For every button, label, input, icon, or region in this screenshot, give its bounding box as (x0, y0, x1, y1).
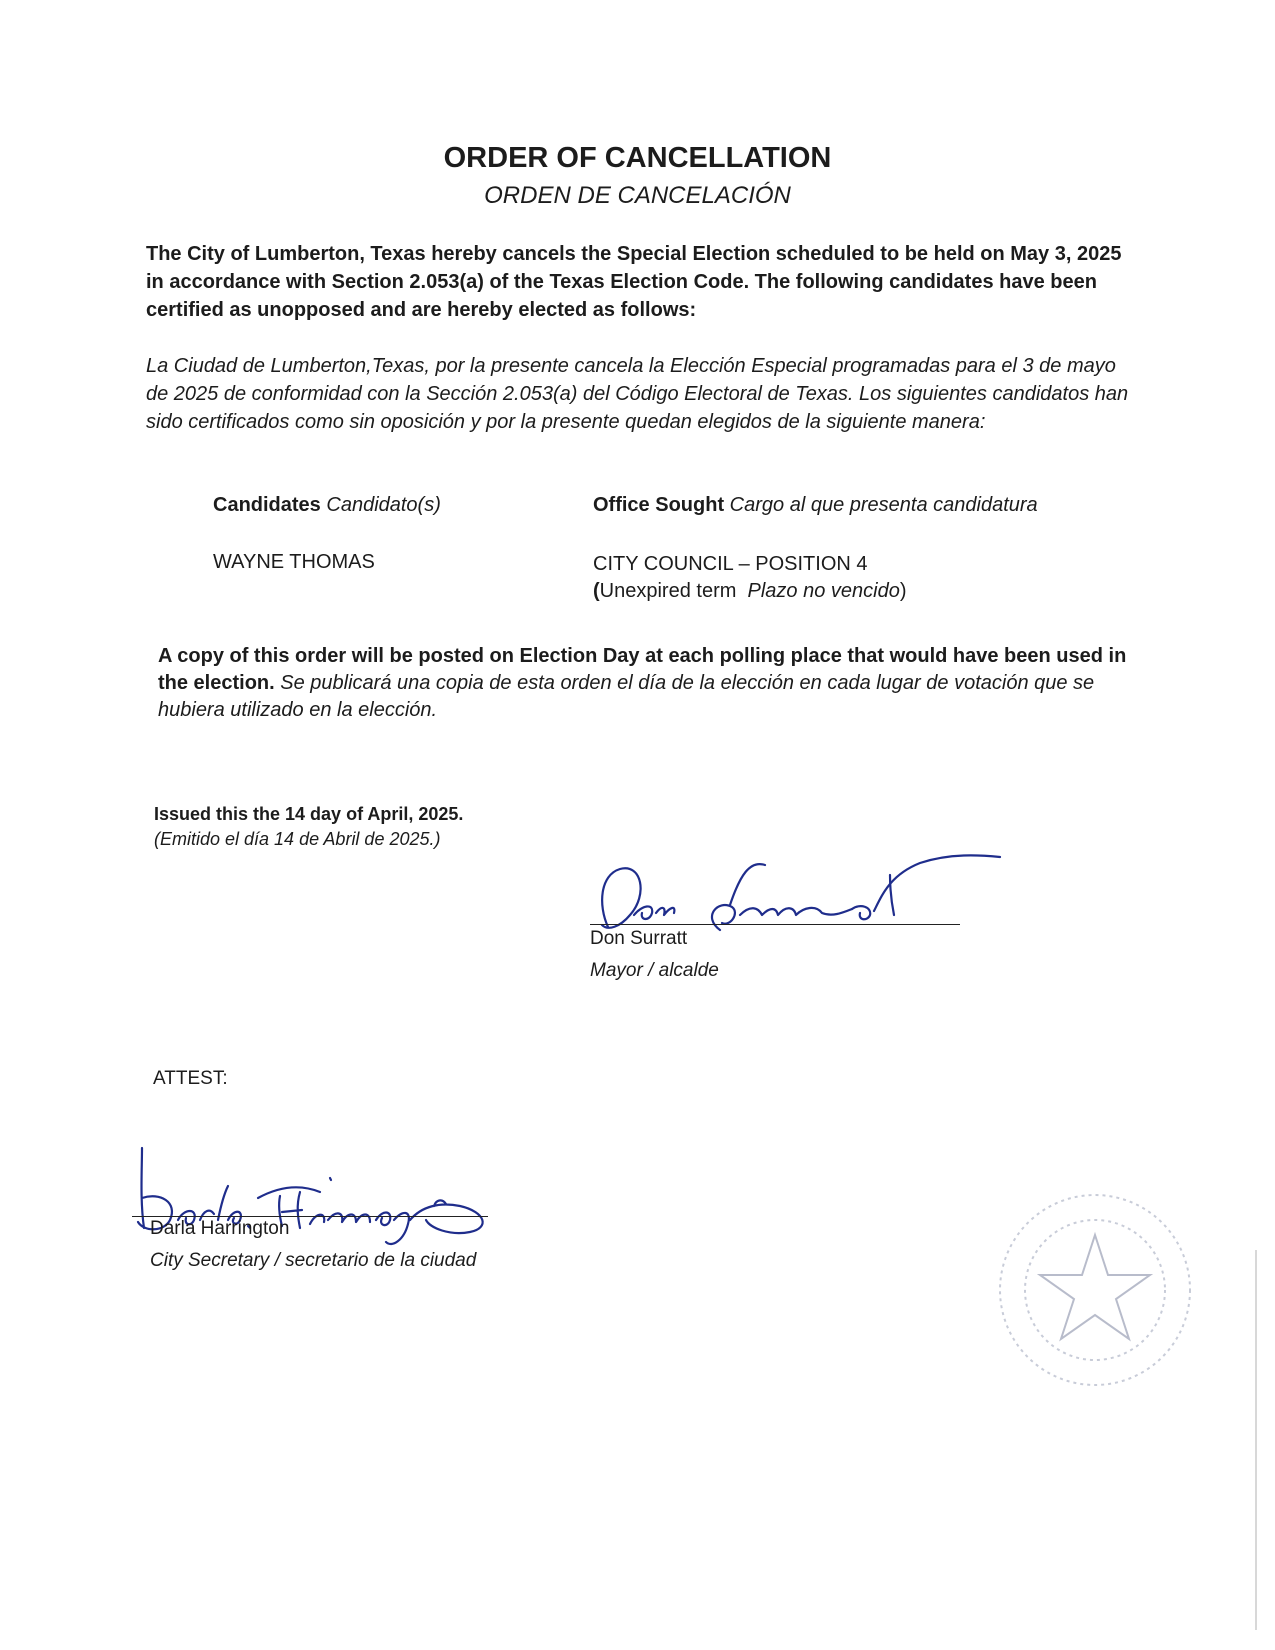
secretary-title: City Secretary / secretario de la ciudad (150, 1250, 477, 1271)
term-open-paren: ( (593, 580, 600, 602)
intro-english: The City of Lumberton, Texas hereby cancels the Special Election scheduled to be held on May 3, 2025 in accordance with Section 2.053(a) of the Texas Election Code. The following candidates have been certified as unopposed and are hereby elected as follows: (146, 243, 1122, 321)
term-label: Unexpired term (599, 580, 737, 602)
office-header (593, 494, 1038, 517)
mayor-signature-line (590, 924, 960, 925)
candidates-header-label-es: Candidato(s) (326, 494, 441, 516)
office-header-label-es: Cargo al que presenta candidatura (729, 494, 1038, 516)
secretary-name: Darla Harrington (150, 1218, 290, 1239)
office-name: CITY COUNCIL – POSITION 4 (593, 553, 868, 575)
page-edge-shadow (1255, 1250, 1257, 1630)
posting-notice (158, 643, 1138, 724)
term-close-paren: ) (899, 580, 907, 602)
document-title: ORDER OF CANCELLATION (443, 142, 832, 174)
candidates-header-label: Candidates (213, 494, 321, 516)
secretary-signature-line (132, 1216, 488, 1217)
issued-date-english: Issued this the 14 day of April, 2025. (154, 804, 464, 824)
city-seal-icon (990, 1185, 1200, 1395)
term-label-es: Plazo no vencido (747, 580, 900, 602)
office-term (593, 578, 907, 605)
attest-label: ATTEST: (153, 1068, 228, 1089)
posting-notice-spanish: Se publicará una copia de esta orden el día de la elección en cada lugar de votación que se hubiera utilizado en la elección. (158, 672, 1095, 721)
document-subtitle: ORDEN DE CANCELACIÓN (484, 182, 791, 209)
office-cell (593, 551, 907, 605)
office-header-label: Office Sought (593, 494, 725, 516)
issued-date-block (154, 802, 463, 852)
issued-date-spanish: (Emitido el día 14 de Abril de 2025.) (154, 829, 441, 849)
posting-notice-english: A copy of this order will be posted on Election Day at each polling place that would have been used in the election. (158, 645, 1127, 694)
intro-spanish: La Ciudad de Lumberton,Texas, por la presente cancela la Elección Especial programadas para el 3 de mayo de 2025 de conformidad con la Sección 2.053(a) del Código Electoral de Texas. Los siguientes candidatos han sido certificados como sin oposición y por la presente quedan elegidos de la siguiente manera: (146, 355, 1129, 433)
mayor-name: Don Surratt (590, 928, 688, 949)
candidate-name: WAYNE THOMAS (213, 551, 375, 573)
candidates-header (213, 494, 441, 517)
mayor-title: Mayor / alcalde (590, 960, 719, 981)
